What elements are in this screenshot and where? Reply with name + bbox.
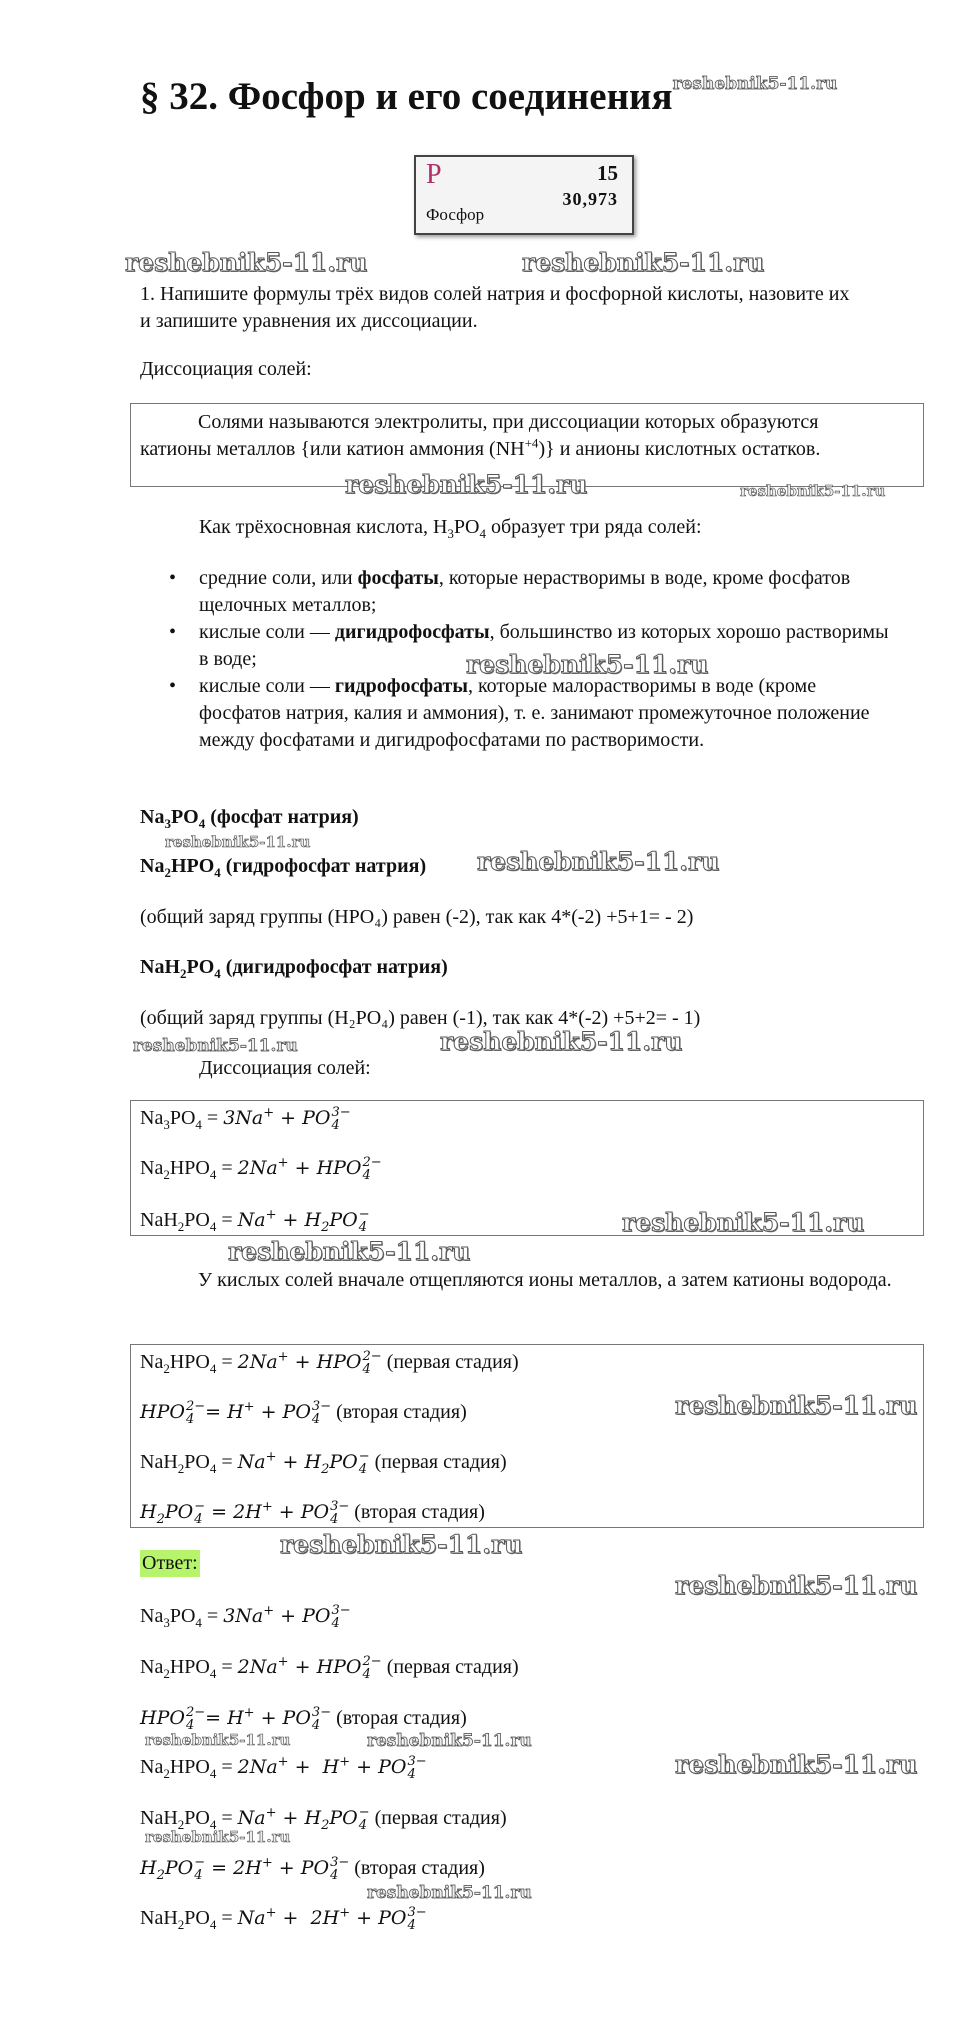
charge-note-h2po4: (общий заряд группы (H₂PO₄) равен (-1), так как 4*(-2) +5+2= - 1) — [140, 1007, 701, 1029]
element-name: Фосфор — [426, 205, 485, 224]
answer-equation: $Na_3PO_4 = 3Na^+$ + PO 3− 4 — [140, 1603, 351, 1631]
watermark: reshebnik5-11.ru — [622, 1208, 865, 1237]
answer-equation: $NaH_2PO_4 = Na^+ + H_2PO$ − 4 (первая стадия) — [140, 1805, 507, 1833]
salt-hydrophosphate: $Na_2HPO_4$ (гидрофосфат натрия) — [140, 855, 427, 880]
watermark: reshebnik5-11.ru — [675, 1571, 918, 1600]
equation: $Na_2HPO_4 = 2Na^+$ + HPO 2− 4 (первая стадия) — [140, 1349, 519, 1377]
answer-equation: $NaH_2PO_4 = Na^+ + 2H^+$ + PO 3− 4 — [140, 1905, 427, 1933]
watermark: reshebnik5-11.ru — [672, 74, 838, 94]
watermark: reshebnik5-11.ru — [477, 847, 720, 876]
salt-dihydrophosphate: $NaH_2PO_4$ (дигидрофосфат натрия) — [140, 956, 448, 981]
watermark: reshebnik5-11.ru — [367, 1883, 532, 1903]
watermark: reshebnik5-11.ru — [740, 482, 886, 500]
equation: $NaH_2PO_4 = Na^+ + H_2PO$ − 4 — [140, 1207, 370, 1235]
equation: $Na_3PO_4 = 3Na^+$ + PO 3− 4 — [140, 1105, 351, 1133]
watermark: reshebnik5-11.ru — [345, 470, 588, 499]
answer-equation: HPO 2− 4 = H+ + PO 3− 4 (вторая стадия) — [140, 1705, 467, 1733]
list-item: • средние соли, или фосфаты, которые нерастворимы в воде, кроме фосфатов щелочных металлов; — [199, 565, 899, 619]
element-symbol: P — [426, 159, 442, 190]
element-number: 15 — [597, 161, 618, 185]
answer-equation: $Na_2HPO_4 = 2Na^+$ + HPO 2− 4 (первая стадия) — [140, 1654, 519, 1682]
dissociation-heading: Диссоциация солей: — [140, 358, 312, 380]
watermark: reshebnik5-11.ru — [522, 248, 765, 277]
charge-note-hpo4: (общий заряд группы (HPO₄) равен (-2), так как 4*(-2) +5+1= - 2) — [140, 906, 694, 928]
watermark: reshebnik5-11.ru — [165, 833, 311, 851]
equation: $Na_2HPO_4 = 2Na^+$ + HPO 2− 4 — [140, 1155, 382, 1183]
answer-equation: $Na_2HPO_4 = 2Na^+ + H^+$ + PO 3− 4 — [140, 1754, 427, 1782]
list-item: • кислые соли — дигидрофосфаты, большинство из которых хорошо растворимы в воде; — [199, 619, 899, 673]
watermark: reshebnik5-11.ru — [145, 1731, 291, 1749]
page-title: § 32. Фосфор и его соединения$^{reshebnik5-11.ru}$ — [140, 74, 838, 118]
watermark: reshebnik5-11.ru — [145, 1828, 291, 1846]
watermark: reshebnik5-11.ru — [466, 650, 709, 679]
salt-phosphate: $Na_3PO_4$ (фосфат натрия) — [140, 806, 359, 831]
equation: HPO 2− 4 = H+ + PO 3− 4 (вторая стадия) — [140, 1399, 467, 1427]
watermark: reshebnik5-11.ru — [367, 1731, 532, 1751]
watermark: reshebnik5-11.ru — [675, 1750, 918, 1779]
watermark: reshebnik5-11.ru — [125, 248, 368, 277]
answer-label: Ответ: — [140, 1550, 200, 1577]
equation: $NaH_2PO_4 = Na^+ + H_2PO$ − 4 (первая стадия) — [140, 1449, 507, 1477]
list-item: • кислые соли — гидрофосфаты, которые малорастворимы в воде (кроме фосфатов натрия, калия и аммония), т. е. занимают промежуточное положение между фосфатами и дигидрофосфатами по растворимости. — [199, 673, 899, 754]
watermark: reshebnik5-11.ru — [675, 1391, 918, 1420]
watermark: reshebnik5-11.ru — [280, 1530, 523, 1559]
watermark: reshebnik5-11.ru — [440, 1027, 683, 1056]
definition-text: Солями называются электролиты, при диссоциации которых образуются катионы металлов {или катион аммония $(NH^{+4})$} и анионы кислотных остатков. — [140, 411, 821, 460]
element-tile — [414, 155, 634, 235]
acid-salts-text: У кислых солей вначале отщепляются ионы металлов, а затем катионы водорода. — [198, 1269, 892, 1291]
watermark: reshebnik5-11.ru — [133, 1036, 298, 1056]
equation: $H_2PO$ − 4 = 2H+ + PO 3− 4 (вторая стадия) — [140, 1499, 485, 1527]
dissociation-heading-2: Диссоциация солей: — [199, 1057, 371, 1079]
element-mass: 30,973 — [562, 189, 618, 209]
watermark: reshebnik5-11.ru — [228, 1237, 471, 1266]
question-text: 1. Напишите формулы трёх видов солей натрия и фосфорной кислоты, назовите их и запишите уравнения их диссоциации. — [140, 283, 850, 332]
intro-text: Как трёхосновная кислота, $H_3PO_4$ образует три ряда солей: — [199, 516, 702, 541]
answer-equation: $H_2PO$ − 4 = 2H+ + PO 3− 4 (вторая стадия) — [140, 1855, 485, 1883]
